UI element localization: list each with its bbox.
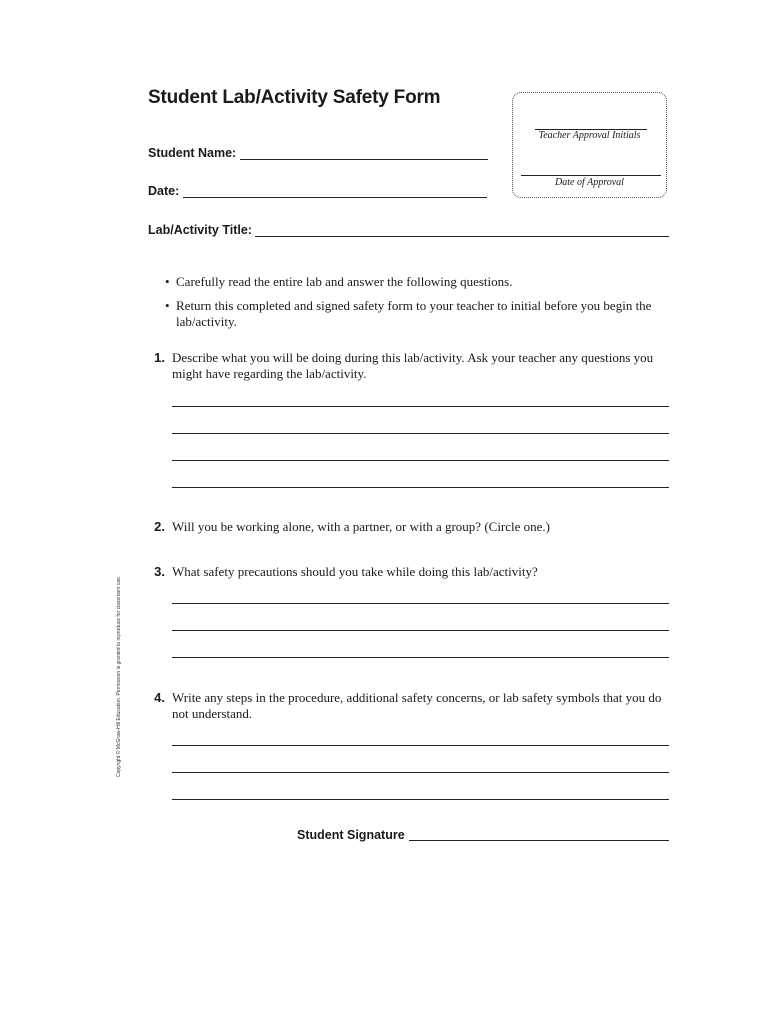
- instruction-item: • Carefully read the entire lab and answer the following questions.: [165, 274, 513, 289]
- answer-1-line-4[interactable]: [172, 487, 669, 488]
- student-name-label: Student Name:: [148, 146, 237, 160]
- answer-1-line-1[interactable]: [172, 406, 669, 407]
- bullet: •: [165, 298, 170, 313]
- page-title: Student Lab/Activity Safety Form: [148, 87, 441, 108]
- question-2-number: 2.: [154, 519, 165, 534]
- question-3-text: What safety precautions should you take while doing this lab/activity?: [172, 564, 538, 579]
- answer-3-line-3[interactable]: [172, 657, 669, 658]
- student-signature-label: Student Signature: [297, 828, 405, 842]
- answer-3-line-2[interactable]: [172, 630, 669, 631]
- date-label: Date:: [148, 184, 180, 198]
- instruction-item: • Return this completed and signed safety form to your teacher to initial before you begin the lab/activity.: [165, 298, 652, 329]
- lab-title-label: Lab/Activity Title:: [148, 223, 252, 237]
- student-name-field[interactable]: [240, 159, 488, 160]
- copyright-notice: Copyright © McGraw-Hill Education. Permission is granted to reproduce for classroom use.: [116, 575, 122, 777]
- date-field[interactable]: [183, 197, 487, 198]
- answer-3-line-1[interactable]: [172, 603, 669, 604]
- question-3-number: 3.: [154, 564, 165, 579]
- teacher-initials-label: Teacher Approval Initials: [538, 130, 641, 141]
- answer-4-line-3[interactable]: [172, 799, 669, 800]
- question-2-text: Will you be working alone, with a partner, or with a group? (Circle one.): [172, 519, 551, 534]
- approval-date-line[interactable]: [521, 175, 661, 176]
- answer-4-line-2[interactable]: [172, 772, 669, 773]
- student-signature-field[interactable]: [409, 840, 669, 841]
- question-1-text: Describe what you will be doing during this lab/activity. Ask your teacher any questions you might have regarding the lab/activity.: [172, 350, 654, 381]
- answer-1-line-3[interactable]: [172, 460, 669, 461]
- question-1-number: 1.: [154, 350, 165, 365]
- question-4-number: 4.: [154, 690, 165, 705]
- lab-title-field[interactable]: [255, 236, 669, 237]
- approval-date-label: Date of Approval: [555, 177, 624, 188]
- answer-1-line-2[interactable]: [172, 433, 669, 434]
- answer-4-line-1[interactable]: [172, 745, 669, 746]
- instructions-list: [165, 274, 670, 338]
- bullet: •: [165, 274, 170, 289]
- question-4-text: Write any steps in the procedure, additional safety concerns, or lab safety symbols that you do not understand.: [172, 690, 662, 721]
- teacher-approval-box: [512, 92, 667, 198]
